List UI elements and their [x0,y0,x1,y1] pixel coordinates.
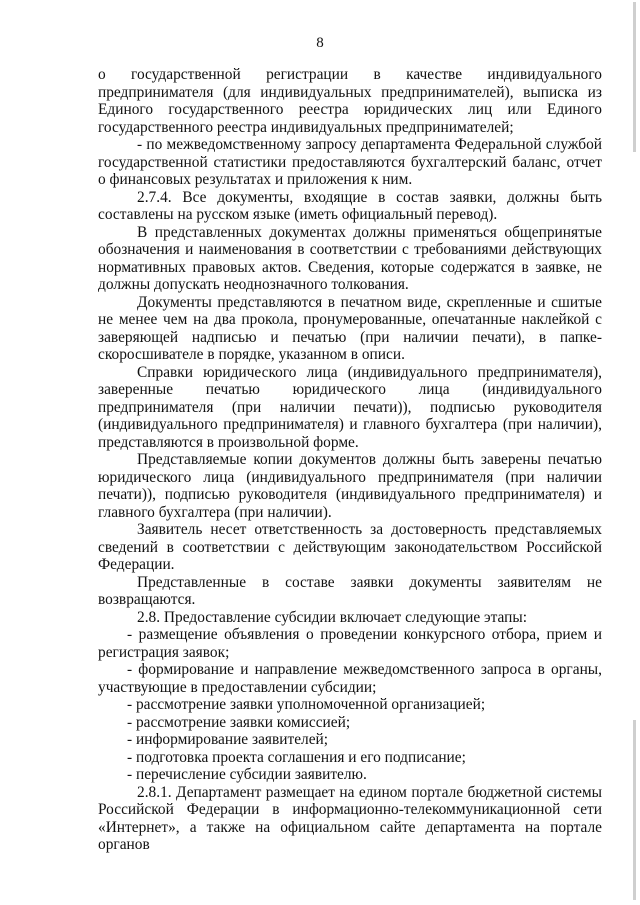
paragraph-interagency-statistics: - по межведомственному запросу департамента Федеральной службой государственной статистики предоставляются бухгалтерский баланс, отчет о финансовых результатах и приложения к ним. [98,136,602,188]
paragraph-2-7-4: 2.7.4. Все документы, входящие в состав заявки, должны быть составлены на русском языке (иметь официальный перевод). [98,188,602,223]
list-item: - подготовка проекта соглашения и его подписание; [127,748,466,766]
paragraph-registration-extract: о государственной регистрации в качестве индивидуального предпринимателя (для индивидуальных предпринимателей), выписка из Единого государственного реестра юридических лиц или Единого государственного реестра индивидуальных предпринимателей; [98,66,602,136]
paragraph-2-8-1: 2.8.1. Департамент размещает на едином портале бюджетной системы Российской Федерации в информационно-телекоммуникационной сети «Интернет», а также на официальном сайте департамента на портале органов [98,783,602,853]
paragraph-responsibility: Заявитель несет ответственность за достоверность представляемых сведений в соответствии с действующим законодательством Российской Федерации. [98,521,602,573]
scan-edge-mark [633,2,636,152]
body-text [98,66,602,854]
list-item: - информирование заявителей; [127,731,329,748]
paragraph-certificates: Справки юридического лица (индивидуального предпринимателя), заверенные печатью юридического лица (индивидуального предпринимателя (при наличии печати)), подписью руководителя (индивидуального предпринимателя) и главного бухгалтера (при наличии), представляются в произвольной форме. [98,363,602,451]
list-item: - рассмотрение заявки уполномоченной организацией; [127,696,486,713]
scan-edge-mark [633,720,636,900]
paragraph-not-returned: Представленные в составе заявки документы заявителям не возвращаются. [98,573,602,608]
list-item: - размещение объявления о проведении конкурсного отбора, прием и регистрация заявок; [98,626,602,661]
paragraph-2-8: 2.8. Предоставление субсидии включает следующие этапы: [137,608,527,626]
paragraph-copies: Представляемые копии документов должны быть заверены печатью юридического лица (индивидуального предпринимателя (при наличии печати)), подписью руководителя (индивидуального предпринимателя) и главного бухгалтера (при наличии). [98,451,602,521]
list-item: - рассмотрение заявки комиссией; [127,713,351,731]
paragraph-designations: В представленных документах должны применяться общепринятые обозначения и наименования в соответствии с требованиями действующих нормативных правовых актов. Сведения, которые содержатся в заявке, не должны допускать неоднозначного толкования. [98,223,602,293]
page-number: 8 [316,35,324,51]
list-item: - перечисление субсидии заявителю. [127,766,367,783]
paragraph-printed-documents: Документы представляются в печатном виде, скрепленные и сшитые не менее чем на два прокола, пронумерованные, опечатанные наклейкой с заверяющей надписью и печатью (при наличии печати), в папке-скоросшивателе в порядке, указанном в описи. [98,293,602,363]
list-item: - формирование и направление межведомственного запроса в органы, участвующие в предоставлении субсидии; [98,661,602,696]
